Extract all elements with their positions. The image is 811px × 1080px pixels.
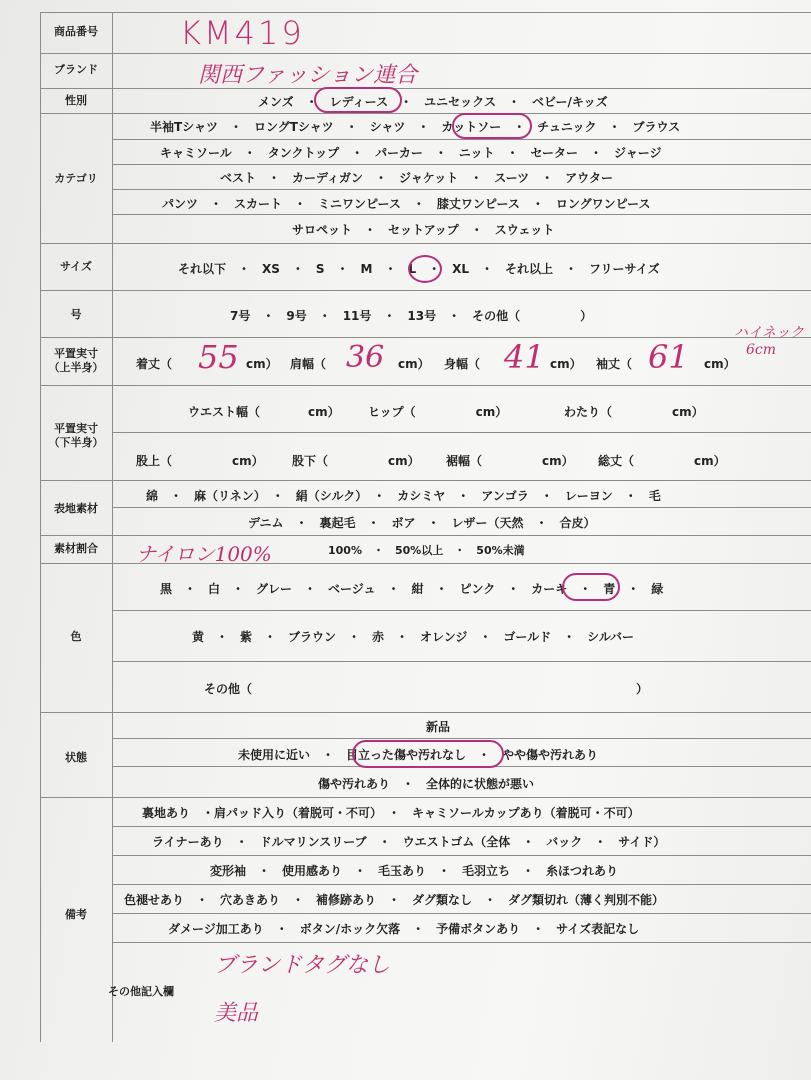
sleeve-label: 袖丈（ <box>596 357 633 371</box>
shoulder-unit: cm） <box>398 357 430 371</box>
category-line-1: 半袖Tシャツ ・ ロングTシャツ ・ シャツ ・ カットソー ・ チュニック ・ ブラウス <box>150 120 681 134</box>
notes-line-2: ライナーあり ・ ドルマリンスリーブ ・ ウエストゴム（全体 ・ バック ・ サイド） <box>152 835 666 849</box>
label-number: 号 <box>70 308 82 321</box>
side-note-neck-size: 6cm <box>746 342 777 358</box>
condition-selection-circle <box>352 740 504 768</box>
category-selection-circle <box>452 113 532 139</box>
row-rule <box>112 507 811 508</box>
chest-value: 41 <box>504 338 545 376</box>
side-note-neck: ハイネック <box>734 325 804 341</box>
hem-field: 裾幅（ cm） <box>446 454 574 468</box>
notes-line-3: 変形袖 ・ 使用感あり ・ 毛玉あり ・ 毛羽立ち ・ 糸ほつれあり <box>210 864 619 878</box>
total-length-field: 総丈（ cm） <box>598 454 726 468</box>
row-rule <box>112 139 811 140</box>
shoulder-value: 36 <box>346 340 385 375</box>
category-line-2: キャミソール ・ タンクトップ ・ パーカー ・ ニット ・ セーター ・ ジャージ <box>160 146 662 160</box>
handwritten-brand: 関西ファッション連合 <box>198 63 418 88</box>
label-brand: ブランド <box>54 63 98 76</box>
material-line-2: デニム ・ 裏起毛 ・ ボア ・ レザー（天然 ・ 合皮） <box>248 516 596 530</box>
waist-field: ウエスト幅（ cm） <box>188 405 340 419</box>
row-rule <box>112 661 811 662</box>
row-rule <box>40 480 811 481</box>
row-rule <box>112 189 811 190</box>
rise-field: 股上（ cm） <box>136 454 264 468</box>
row-rule <box>112 164 811 165</box>
row-rule <box>40 88 811 89</box>
label-notes: 備考 <box>65 908 87 921</box>
label-material-ratio: 素材割合 <box>54 542 98 555</box>
row-rule <box>112 610 811 611</box>
condition-line-1: 新品 <box>426 720 451 734</box>
size-selection-circle <box>408 255 442 283</box>
row-rule <box>40 12 811 13</box>
label-color: 色 <box>70 630 82 643</box>
left-border <box>40 12 41 1042</box>
chest-unit: cm） <box>550 357 582 371</box>
number-options: 7号 ・ 9号 ・ 11号 ・ 13号 ・ その他（ ） <box>230 309 593 323</box>
thigh-field: わたり（ cm） <box>564 405 704 419</box>
row-rule <box>40 337 811 338</box>
row-rule <box>40 113 811 114</box>
condition-line-3: 傷や汚れあり ・ 全体的に状態が悪い <box>318 777 535 791</box>
color-line-1: 黒 ・ 白 ・ グレー ・ ベージュ ・ 紺 ・ ピンク ・ カーキ ・ 青 ・ 緑 <box>160 582 664 596</box>
row-rule <box>40 712 811 713</box>
other-notes-label: その他記入欄 <box>108 985 174 998</box>
row-rule <box>40 385 811 386</box>
length-value: 55 <box>198 338 239 376</box>
row-rule <box>40 243 811 244</box>
label-outer-material: 表地素材 <box>54 502 98 515</box>
notes-line-1: 裏地あり ・肩パッド入り（着脱可・不可） ・ キャミソールカップあり（着脱可・不可） <box>142 806 640 820</box>
sleeve-unit: cm） <box>704 357 736 371</box>
handwritten-item-no: KM419 <box>180 14 305 52</box>
condition-line-2: 未使用に近い ・ 目立った傷や汚れなし ・ やや傷や汚れあり <box>238 748 599 762</box>
notes-line-5: ダメージ加工あり ・ ボタン/ホック欠落 ・ 予備ボタンあり ・ サイズ表記なし <box>168 922 640 936</box>
sleeve-value: 61 <box>648 338 689 376</box>
color-line-3: その他（ ） <box>204 682 649 696</box>
row-rule <box>40 535 811 536</box>
label-lower-measure: 平置実寸 （下半身） <box>48 422 104 449</box>
shoulder-label: 肩幅（ <box>290 357 327 371</box>
label-category: カテゴリ <box>54 172 98 185</box>
label-gender: 性別 <box>65 94 87 107</box>
row-rule <box>40 290 811 291</box>
color-line-2: 黄 ・ 紫 ・ ブラウン ・ 赤 ・ オレンジ ・ ゴールド ・ シルバー <box>192 630 635 644</box>
row-rule <box>112 855 811 856</box>
row-rule <box>112 738 811 739</box>
ratio-options: 100% ・ 50%以上 ・ 50%未満 <box>328 544 525 557</box>
handwritten-note-tag: ブランドタグなし <box>214 953 391 978</box>
chest-label: 身幅（ <box>444 357 481 371</box>
gender-options: メンズ ・ レディース ・ ユニセックス ・ ベビー/キッズ <box>258 95 608 109</box>
notes-line-4: 色褪せあり ・ 穴あきあり ・ 補修跡あり ・ ダグ類なし ・ ダグ類切れ（薄く判別不能） <box>124 893 665 907</box>
label-upper-measure: 平置実寸 （上半身） <box>48 347 104 374</box>
label-size: サイズ <box>59 260 93 273</box>
row-rule <box>40 53 811 54</box>
hip-field: ヒップ（ cm） <box>368 405 508 419</box>
row-rule <box>112 214 811 215</box>
row-rule <box>112 942 811 943</box>
row-rule <box>40 797 811 798</box>
size-options: それ以下 ・ XS ・ S ・ M ・ L ・ XL ・ それ以上 ・ フリーサイズ <box>178 262 660 276</box>
label-condition: 状態 <box>65 751 87 764</box>
category-line-3: ベスト ・ カーディガン ・ ジャケット ・ スーツ ・ アウター <box>220 171 614 185</box>
label-column-divider <box>112 12 113 1042</box>
inseam-field: 股下（ cm） <box>292 454 420 468</box>
category-line-4: パンツ ・ スカート ・ ミニワンピース ・ 膝丈ワンピース ・ ロングワンピース <box>162 197 651 211</box>
row-rule <box>112 826 811 827</box>
row-rule <box>112 913 811 914</box>
gender-selection-circle <box>314 87 402 113</box>
row-rule <box>112 884 811 885</box>
material-line-1: 綿 ・ 麻（リネン） ・ 絹（シルク） ・ カシミヤ ・ アンゴラ ・ レーヨン ・ 毛 <box>146 489 661 503</box>
row-rule <box>112 432 811 433</box>
label-item-no: 商品番号 <box>54 25 98 38</box>
handwritten-note-condition: 美品 <box>214 1001 259 1026</box>
color-selection-circle <box>562 573 620 601</box>
length-unit: cm） <box>246 357 278 371</box>
length-label: 着丈（ <box>136 357 173 371</box>
category-line-5: サロペット ・ セットアップ ・ スウェット <box>292 223 555 237</box>
handwritten-material-ratio: ナイロン100% <box>136 542 272 566</box>
